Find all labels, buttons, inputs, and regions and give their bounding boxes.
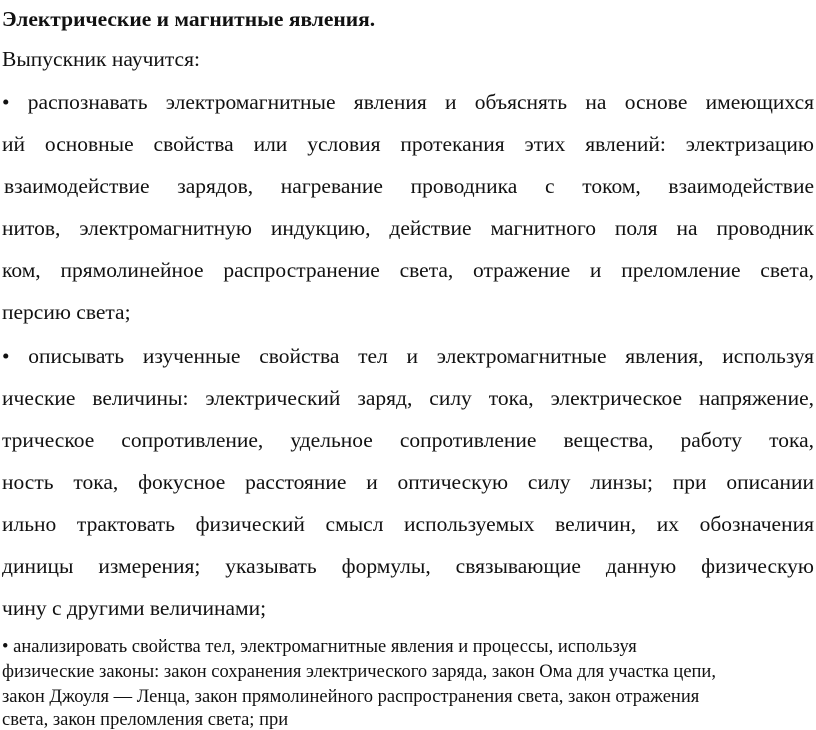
paragraph2-line: диницы измерения; указывать формулы, связывающие данную физическую — [2, 554, 814, 578]
paragraph2-line: • описывать изученные свойства тел и электромагнитные явления, используя — [2, 344, 814, 368]
paragraph2-line: трическое сопротивление, удельное сопротивление вещества, работу тока, — [2, 428, 814, 452]
paragraph3-line: физические законы: закон сохранения электрического заряда, закон Ома для участка цепи, — [2, 662, 716, 682]
paragraph3-line: • анализировать свойства тел, электромагнитные явления и процессы, используя — [2, 637, 637, 657]
paragraph1-line: ком, прямолинейное распространение света, отражение и преломление света, — [2, 258, 814, 282]
paragraph2-line: ические величины: электрический заряд, силу тока, электрическое напряжение, — [2, 386, 814, 410]
paragraph1-line: нитов, электромагнитную индукцию, действие магнитного поля на проводник — [2, 216, 814, 240]
section-heading: Электрические и магнитные явления. — [2, 7, 376, 31]
paragraph3-line: света, закон преломления света; при — [2, 710, 289, 730]
paragraph2-line: ность тока, фокусное расстояние и оптическую силу линзы; при описании — [2, 470, 814, 494]
paragraph2-line: ильно трактовать физический смысл используемых величин, их обозначения — [2, 512, 814, 536]
paragraph1-line: • распознавать электромагнитные явления и объяснять на основе имеющихся — [2, 90, 814, 114]
intro-text: Выпускник научится: — [2, 47, 200, 71]
paragraph1-line: взаимодействие зарядов, нагревание проводника с током, взаимодействие — [4, 174, 814, 198]
paragraph1-line: персию света; — [2, 300, 131, 324]
paragraph2-line: чину с другими величинами; — [2, 596, 267, 620]
paragraph3-line: закон Джоуля — Ленца, закон прямолинейного распространения света, закон отражения — [2, 687, 700, 707]
paragraph1-line: ий основные свойства или условия протекания этих явлений: электризацию — [2, 132, 814, 156]
